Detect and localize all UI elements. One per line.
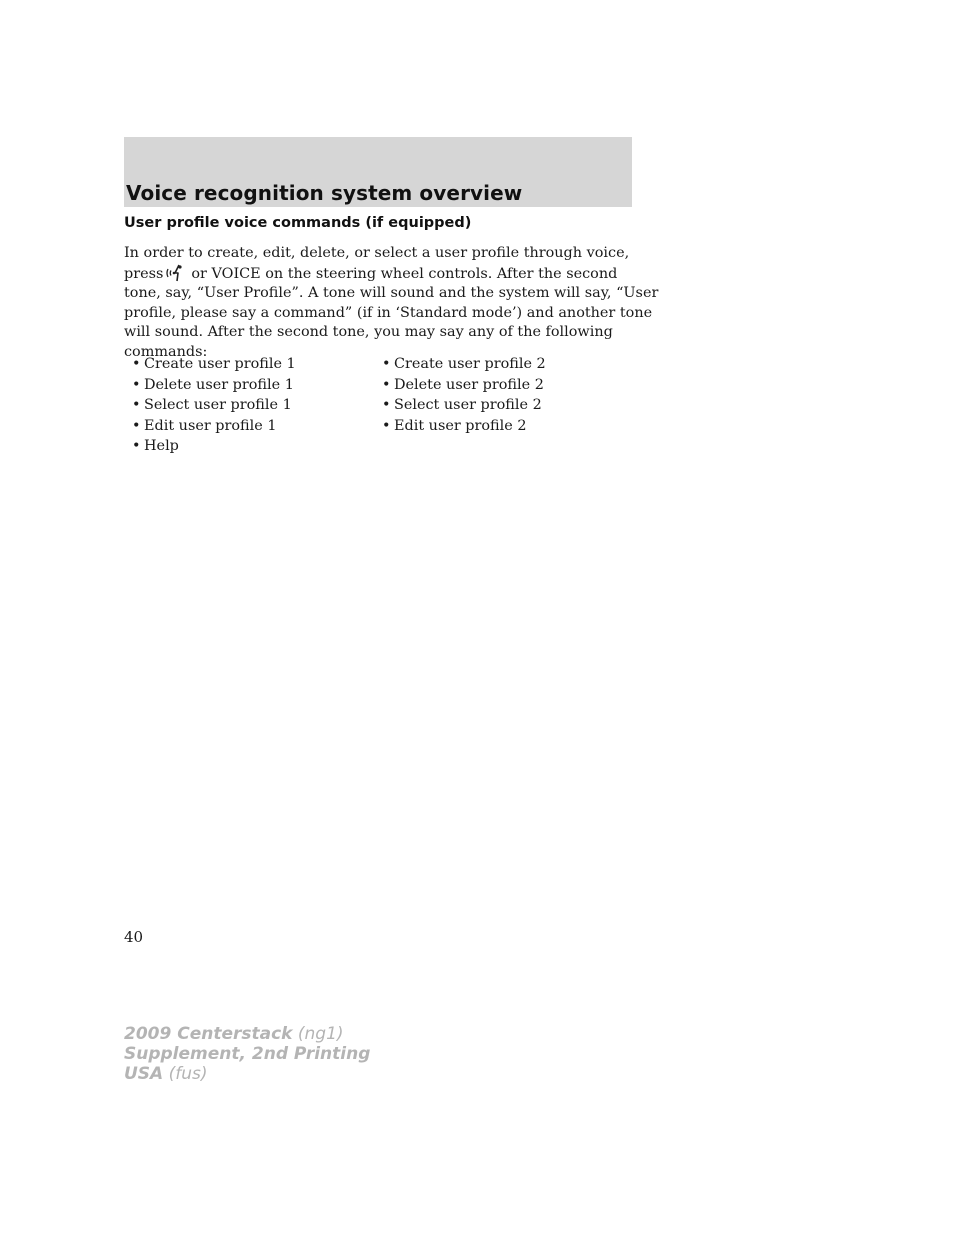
footer-line: Supplement, 2nd Printing — [124, 1044, 371, 1064]
list-item-label: Edit user profile 2 — [394, 417, 527, 434]
list-item-label: Create user profile 2 — [394, 356, 546, 372]
command-list-right — [382, 354, 546, 436]
bullet: • — [382, 397, 391, 413]
footer-text: (fus) — [163, 1064, 208, 1084]
footer-text: (ng1) — [292, 1024, 344, 1044]
body-line — [124, 264, 644, 285]
list-item-label: Select user profile 1 — [144, 397, 292, 413]
bullet: • — [382, 356, 391, 372]
bullet: • — [132, 417, 141, 434]
footer-printing-info — [124, 1024, 370, 1084]
body-paragraph — [124, 244, 659, 363]
list-item-label: Create user profile 1 — [144, 356, 296, 372]
list-item — [382, 395, 546, 416]
bullet: • — [382, 417, 391, 434]
list-item-label: Edit user profile 1 — [144, 417, 277, 434]
bullet: • — [132, 397, 141, 413]
bullet: • — [132, 376, 141, 393]
bullet: • — [132, 356, 141, 372]
bullet: • — [132, 438, 141, 454]
footer-line — [124, 1064, 370, 1084]
page-title: Voice recognition system overview — [126, 181, 523, 205]
list-item — [382, 354, 546, 375]
bullet: • — [382, 376, 391, 393]
list-item — [382, 416, 546, 437]
body-line: profile, please say a command” (if in ‘Standard mode’) and another tone — [124, 304, 653, 321]
body-text-fragment: or VOICE on the steering wheel controls. After the second — [191, 265, 618, 282]
footer-text: USA — [124, 1064, 164, 1084]
body-line: In order to create, edit, delete, or select a user profile through voice, — [124, 245, 630, 261]
body-line: tone, say, “User Profile”. A tone will sound and the system will say, “User — [124, 285, 659, 302]
body-line: will sound. After the second tone, you may say any of the following — [124, 324, 613, 341]
section-heading: User profile voice commands (if equipped) — [124, 215, 472, 231]
list-item — [132, 375, 296, 396]
list-item — [382, 375, 546, 396]
body-line: commands: — [124, 343, 208, 360]
list-item — [132, 354, 296, 375]
body-text-fragment: press — [124, 265, 164, 282]
list-item — [132, 436, 296, 457]
footer-line — [124, 1024, 370, 1044]
list-item-label: Select user profile 2 — [394, 397, 542, 413]
list-item-label: Help — [144, 438, 179, 454]
page-number: 40 — [124, 928, 144, 946]
voice-button-icon — [165, 264, 185, 282]
list-item-label: Delete user profile 2 — [394, 376, 544, 393]
list-item-label: Delete user profile 1 — [144, 376, 294, 393]
list-item — [132, 395, 296, 416]
footer-text: 2009 Centerstack — [124, 1024, 293, 1044]
command-list-left — [132, 354, 296, 457]
list-item — [132, 416, 296, 437]
